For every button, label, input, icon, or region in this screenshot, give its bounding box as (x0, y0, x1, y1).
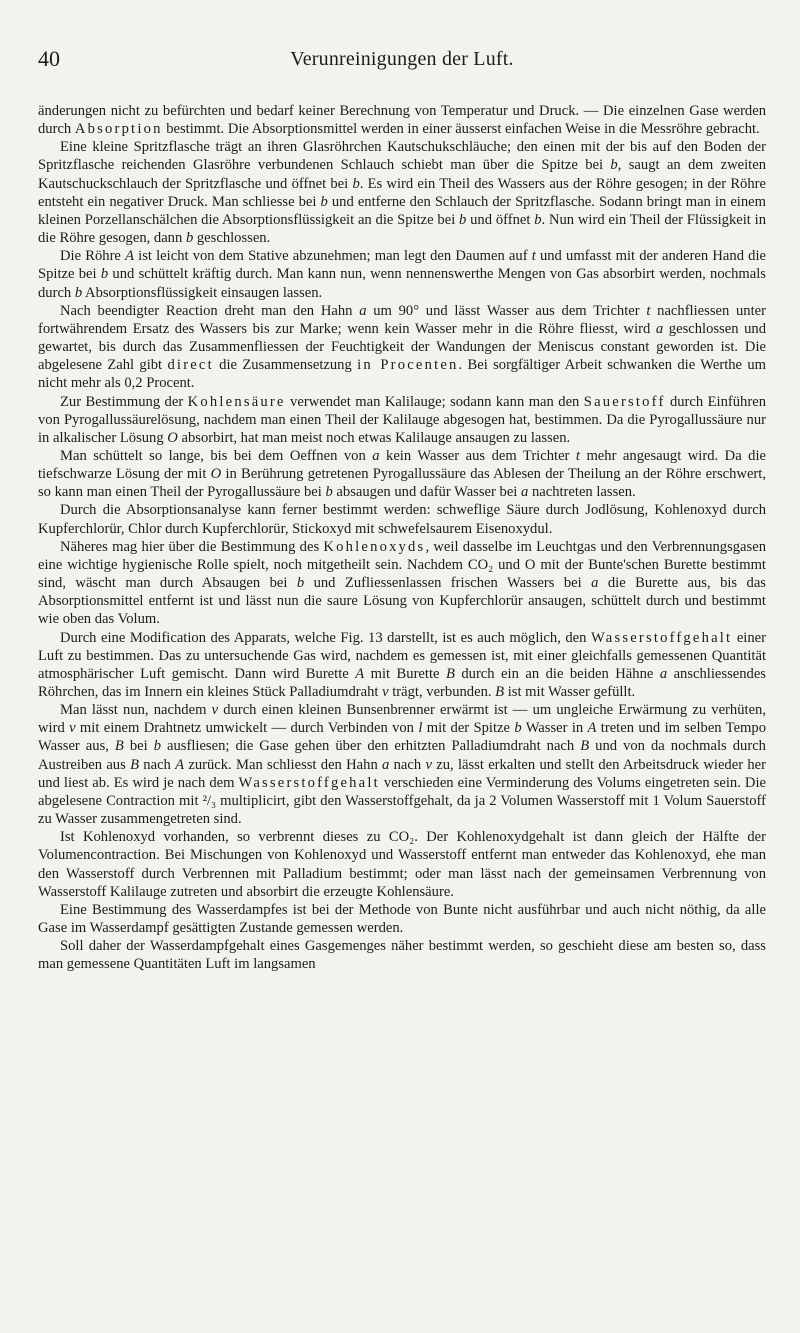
text-run: durch Einführen von Pyrogallussäurelösung, nachdem man einen Theil der Kalilauge abgesogen hat, bestimmen. Da die Pyrogallussäure nur in alkalischer Lösung (38, 393, 766, 446)
text-run: die Zusammensetzung (213, 357, 358, 374)
text-run: zu, lässt erkalten und stellt den Arbeitsdruck wieder her und liest ab. Es wird je nach dem (38, 756, 766, 791)
italic-symbol: O (167, 429, 178, 446)
italic-symbol: b (296, 575, 305, 592)
text-run: , saugt an dem zweiten Kautschuckschlauch der Spritzflasche und öffnet bei (38, 157, 767, 192)
text-run: und von da nochmals durch Austreiben aus (38, 738, 766, 773)
text-run: geschlossen und gewartet, bis durch das Zusammenfliessen der Feuchtigkeit der Wandungen der Meniscus constant geworden ist. Die abgelesene Zahl gibt (38, 320, 766, 374)
paragraph (38, 538, 766, 629)
paragraph (38, 447, 766, 501)
text-run: mehr angesaugt wird. Da die tiefschwarze Lösung der mit (38, 447, 766, 483)
text-run: ist leicht von dem Stative abzunehmen; man legt den Daumen auf (134, 248, 532, 265)
text-run: absorbirt, hat man meist noch etwas Kalilauge ansaugen zu lassen. (177, 429, 571, 446)
italic-symbol: a (372, 447, 380, 464)
italic-symbol: b (514, 720, 522, 737)
italic-symbol: a (655, 320, 664, 337)
text-run: zurück. Man schliesst den Hahn (184, 756, 383, 773)
italic-symbol: B (495, 684, 505, 700)
italic-symbol: b (459, 211, 467, 228)
text-run: und entferne den Schlauch der Spritzflasche. Sodann bringt man in einem kleinen Porzellanschälchen die Absorptionsflüssigkeit an die Spitze bei (38, 193, 766, 228)
paragraph (38, 302, 766, 393)
text-run: Nach beendigter Reaction dreht man den Hahn (60, 302, 360, 319)
paragraph (38, 138, 766, 247)
text-run: änderungen nicht zu befürchten und bedarf keiner Berechnung von Temperatur und Druck. — Die einzelnen Gase werden durch (38, 103, 766, 138)
italic-symbol: b (610, 157, 618, 174)
italic-symbol: A (125, 248, 134, 265)
spaced-emphasis: direct (167, 357, 214, 374)
text-run: mit der Spitze (422, 720, 515, 737)
text-run: um 90° und lässt Wasser aus dem Trichter (366, 302, 647, 319)
italic-symbol: b (100, 266, 109, 283)
text-run: . Es wird ein Theil des Wassers aus der Röhre gesogen; in der Röhre entsteht ein negativer Druck. Man schliesse bei (38, 175, 766, 210)
text-run: nachtreten lassen. (528, 484, 636, 501)
spaced-emphasis: Kohlenoxyds (323, 538, 426, 555)
running-title: Verunreinigungen der Luft. (290, 48, 514, 70)
text-run: nach (389, 756, 426, 773)
text-run: Absorptionsflüssigkeit einsaugen lassen. (82, 284, 323, 301)
italic-symbol: v (382, 684, 389, 700)
italic-symbol: B (580, 738, 590, 755)
text-run: bestimmt. Die Absorptionsmittel werden in einer äusserst einfachen Weise in die Messröhre gebracht. (162, 121, 760, 138)
text-run: treten und im selben Tempo Wasser aus, (38, 720, 766, 755)
paragraph (38, 937, 766, 973)
italic-symbol: t (646, 302, 651, 319)
paragraph (38, 629, 766, 702)
italic-symbol: A (587, 720, 597, 737)
italic-symbol: b (320, 193, 328, 210)
text-run: ist mit Wasser gefüllt. (504, 684, 636, 700)
text-run: und öffnet (466, 211, 535, 228)
page-header (38, 46, 766, 84)
text-run: Wasser in (521, 720, 588, 737)
text-run: durch ein an die beiden Hähne (454, 665, 660, 682)
spaced-emphasis: Wasserstoffgehalt (238, 774, 380, 791)
page-number: 40 (38, 46, 60, 71)
paragraph (38, 701, 766, 828)
text-run: trägt, verbunden. (388, 684, 496, 700)
text-run: und Zufliessenlassen frischen Wassers bei (304, 575, 592, 592)
text-run: Zur Bestimmung der (60, 393, 188, 410)
text-run: verwendet man Kalilauge; sodann kann man den (285, 393, 584, 410)
italic-symbol: A (355, 665, 365, 682)
italic-symbol: a (359, 302, 367, 319)
italic-symbol: t (531, 248, 536, 265)
spaced-emphasis: Absorption (74, 121, 163, 138)
text-run: nachfliessen unter fortwährendem Ersatz des Wassers bis zur Marke; wenn kein Wasser mehr in die Röhre fliesst, wird (38, 302, 766, 337)
body-text (38, 102, 766, 974)
italic-symbol: a (659, 665, 668, 682)
text-run: und umfasst mit der anderen Hand die Spitze bei (38, 248, 766, 283)
paragraph (38, 828, 766, 901)
text-run: Soll daher der Wasserdampfgehalt eines Gasgemenges näher bestimmt werden, so geschieht diese am besten so, dass man gemessene Quantitäten Luft im langsamen (38, 938, 766, 973)
text-run: anschliessendes Röhrchen, das im Innern ein kleines Stück Palladiumdraht (38, 665, 766, 700)
text-run: geschlossen. (193, 230, 271, 247)
italic-symbol: b (534, 211, 542, 228)
paragraph (38, 901, 766, 937)
text-run: , weil dasselbe im Leuchtgas und den Verbrennungsgasen eine wichtige hygienische Rolle spielt, noch mitgetheilt sein. Nachdem CO₂ und O mit der Bunte'schen Burette bestimmt sind, wäscht man durch Absaugen bei (38, 538, 766, 592)
text-run: Eine kleine Spritzflasche trägt an ihren Glasröhrchen Kautschukschläuche; den einen mit der bis auf den Boden der Spritzflasche reichenden Glasröhre verbundenen Schlauch schiebt man über die Spitze bei (38, 139, 766, 174)
paragraph (38, 393, 766, 447)
text-run: ausfliesen; die Gase gehen über den erhitzten Palladiumdraht nach (161, 738, 581, 755)
italic-symbol: O (210, 466, 222, 483)
text-run: durch einen kleinen Bunsenbrenner erwärmt ist — um ungleiche Erwärmung zu verhüten, wird (38, 702, 766, 737)
italic-symbol: B (114, 738, 124, 755)
italic-symbol: b (153, 738, 162, 755)
spaced-emphasis: Sauerstoff (583, 393, 666, 410)
text-run: einer Luft zu bestimmen. Das zu untersuchende Gas wird, nachdem es gemessen ist, mit einer gleichfalls gemessenen Quantität atmosphärischer Luft gemischt. Dann wird Burette (38, 629, 766, 682)
text-run: . Nun wird ein Theil der Flüssigkeit in die Röhre gesogen, dann (38, 211, 766, 247)
text-run: Eine Bestimmung des Wasserdampfes ist bei der Methode von Bunte nicht ausführbar und auch nicht nöthig, da alle Gase im Wasserdampf gesättigten Zustande gemessen werden. (38, 901, 766, 937)
italic-symbol: a (591, 575, 599, 592)
text-run: Näheres mag hier über die Bestimmung des (60, 538, 324, 555)
text-run: bei (123, 738, 154, 755)
paragraph (38, 501, 766, 537)
italic-symbol: v (211, 702, 219, 719)
italic-symbol: v (69, 720, 76, 737)
text-run: die Burette aus, bis das Absorptionsmittel entfernt ist und lässt nun die saure Lösung von Kupferchlorür ansaugen, schüttelt durch und bestimmt wie oben das Volum. (38, 575, 766, 628)
text-run: verschieden eine Verminderung des Volums eingetreten sein. Die abgelesene Contraction mit ²/₃ multiplicirt, gibt den Wasserstoffgehalt, da ja 2 Volumen Wasserstoff mit 1 Volum Sauerstoff zu Wasser zusammengetreten sind. (38, 774, 766, 828)
text-run: absaugen und dafür Wasser bei (332, 484, 521, 501)
text-run: Ist Kohlenoxyd vorhanden, so verbrennt dieses zu CO₂. Der Kohlenoxydgehalt ist dann gleich der Hälfte der Volumencontraction. Bei Mischungen von Kohlenoxyd und Wasserstoff entfernt man entweder das Kohlenoxyd, ehe man den Wasserstoff durch Verbrennen mit Palladium bestimmt; oder man lässt nach der gemeinsamen Verbrennung von Wasserstoff Kalilauge zutreten und absorbirt die erzeugte Kohlensäure. (38, 829, 766, 900)
text-run: mit Burette (364, 665, 446, 682)
italic-symbol: t (575, 447, 580, 464)
italic-symbol: b (352, 175, 360, 192)
text-run: in Berührung getretenen Pyrogallussäure das Ablesen der Theilung an der Röhre erschwert, so kann man einen Theil der Pyrogallussäure bei (38, 466, 766, 501)
text-run: nach (139, 756, 176, 773)
text-run: und schüttelt kräftig durch. Man kann nun, wenn nennenswerthe Mengen von Gas absorbirt werden, nochmals durch (38, 266, 766, 301)
italic-symbol: a (382, 756, 390, 773)
italic-symbol: a (521, 484, 529, 501)
text-run: . Bei sorgfältiger Arbeit schwanken die Werthe um nicht mehr als 0,2 Procent. (38, 357, 767, 392)
paragraph (38, 247, 766, 301)
italic-symbol: b (325, 484, 333, 501)
italic-symbol: b (185, 230, 194, 247)
text-run: Man schüttelt so lange, bis bei dem Oeffnen von (60, 447, 373, 464)
italic-symbol: A (175, 756, 185, 773)
italic-symbol: l (418, 720, 423, 737)
text-run: Durch eine Modification des Apparats, welche Fig. 13 darstellt, ist es auch möglich, den (60, 629, 591, 646)
text-run: Die Röhre (60, 248, 126, 265)
italic-symbol: v (425, 756, 432, 773)
text-run: mit einem Drahtnetz umwickelt — durch Verbinden von (75, 720, 419, 737)
text-run: kein Wasser aus dem Trichter (379, 447, 576, 464)
spaced-emphasis: in Procenten (357, 357, 459, 374)
text-run: Man lässt nun, nachdem (60, 702, 212, 719)
text-run: Durch die Absorptionsanalyse kann ferner bestimmt werden: schweflige Säure durch Jodlösung, Kohlenoxyd durch Kupferchlorür, Chlor durch Kupferchlorür, Stickoxyd mit schwefelsaurem Eisenoxydul. (38, 502, 766, 537)
spaced-emphasis: Kohlensäure (187, 393, 286, 410)
paragraph (38, 102, 766, 138)
italic-symbol: B (130, 756, 139, 773)
spaced-emphasis: Wasserstoffgehalt (590, 629, 733, 646)
italic-symbol: B (445, 665, 455, 682)
italic-symbol: b (74, 284, 83, 301)
